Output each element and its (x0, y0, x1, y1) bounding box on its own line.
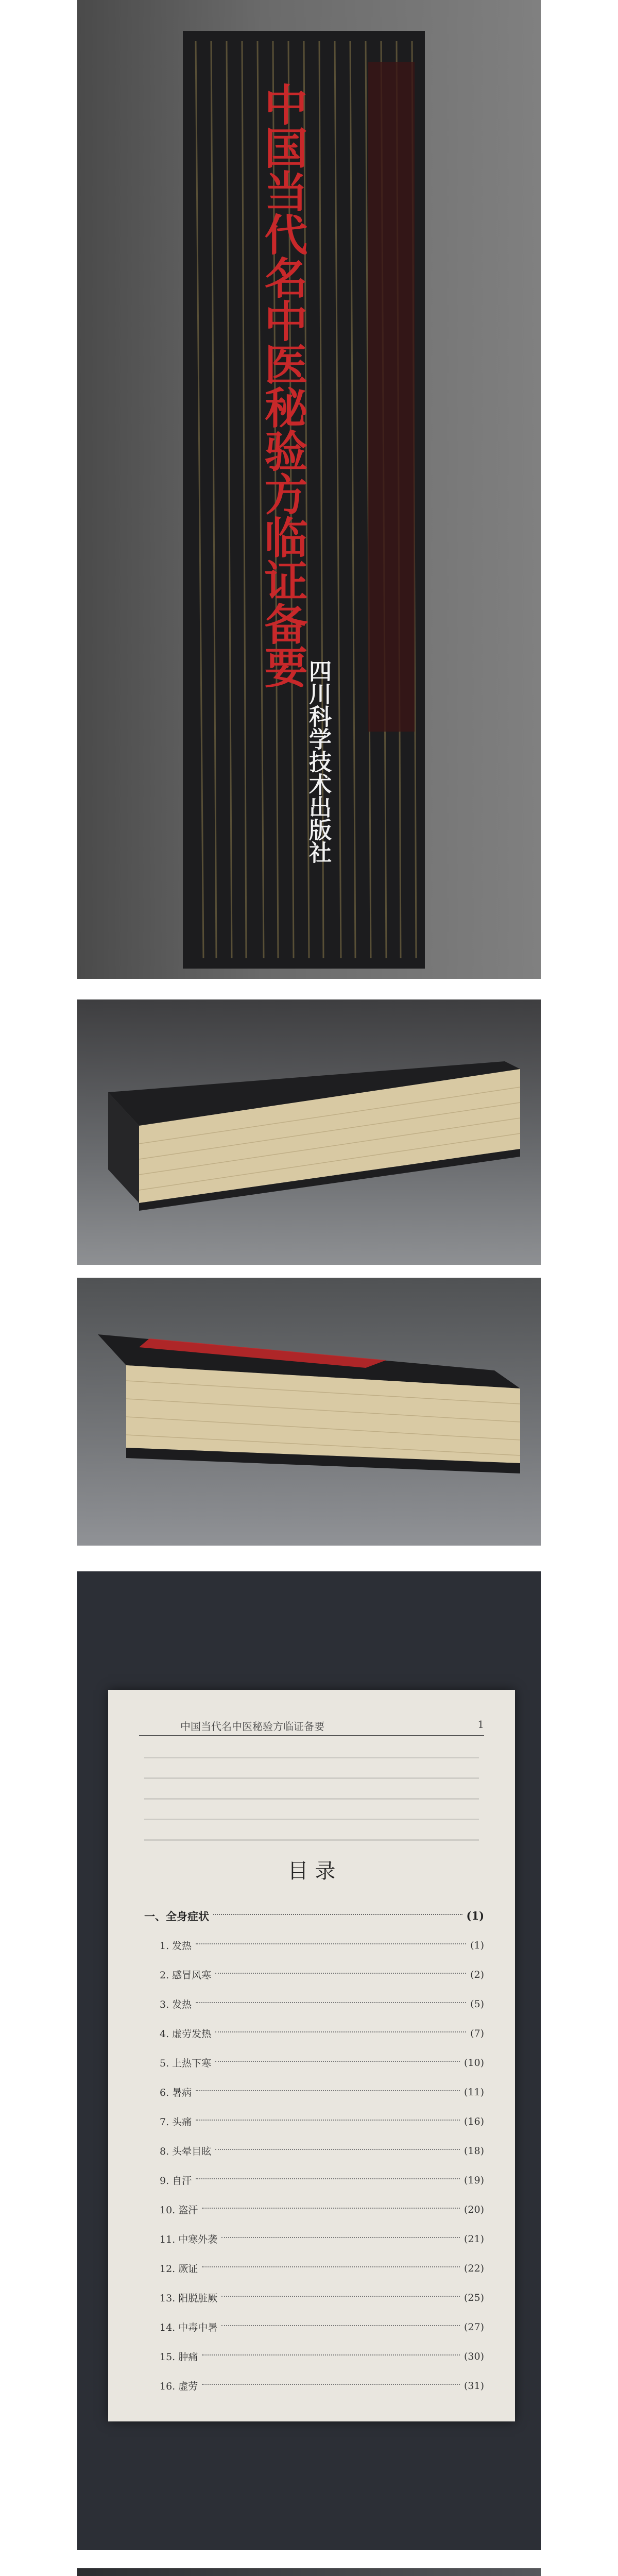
toc-entry (144, 2165, 484, 2195)
toc-entry-page: (21) (464, 2233, 484, 2245)
toc-entry-page: (5) (470, 1998, 484, 2010)
toc-entry-label: 9. 自汗 (160, 2175, 192, 2187)
toc-entry-page: (19) (464, 2174, 484, 2186)
toc-entry-label: 15. 肿痛 (160, 2351, 198, 2363)
toc-entry-label: 7. 头痛 (160, 2116, 192, 2128)
toc-entry (144, 1989, 484, 2019)
toc-entry-page: (2) (470, 1969, 484, 1980)
open-book-illustration-1 (77, 2568, 541, 2576)
toc-entry (144, 2195, 484, 2224)
toc-entry-page: (1) (470, 1939, 484, 1951)
toc-entry (144, 1901, 484, 1930)
toc-entry (144, 2107, 484, 2136)
toc-entry-label: 14. 中毒中暑 (160, 2322, 218, 2333)
toc-entry-page: (1) (466, 1909, 484, 1922)
bottom-edge-illustration (77, 1278, 541, 1546)
photo-book-bottom-edge (77, 1278, 541, 1546)
toc-entry (144, 2224, 484, 2253)
toc-entry-page: (27) (464, 2321, 484, 2333)
toc-entry (144, 2371, 484, 2400)
toc-entry-label: 3. 发热 (160, 1999, 192, 2010)
toc-header-rule (139, 1735, 484, 1736)
toc-entry-list (144, 1901, 484, 2400)
toc-bleed-through (144, 1757, 479, 1850)
toc-entry (144, 2342, 484, 2371)
toc-entry-page: (20) (464, 2204, 484, 2215)
spine-title: 中国当代名中医秘验方临证备要 (258, 82, 308, 688)
spine-publisher: 四川科学技术出版社 (305, 659, 331, 863)
photo-table-of-contents (77, 1571, 541, 2550)
toc-entry-label: 1. 发热 (160, 1940, 192, 1952)
toc-entry-label: 4. 虚劳发热 (160, 2028, 212, 2040)
toc-entry-page: (22) (464, 2262, 484, 2274)
toc-entry-label: 一、全身症状 (144, 1909, 209, 1923)
photo-book-spine (77, 0, 541, 979)
photo-book-top-edge (77, 999, 541, 1265)
toc-entry-label: 2. 感冒风寒 (160, 1970, 212, 1981)
toc-entry (144, 2312, 484, 2342)
toc-entry (144, 2253, 484, 2283)
toc-entry-page: (25) (464, 2292, 484, 2303)
toc-entry-page: (11) (464, 2086, 484, 2098)
toc-entry (144, 2136, 484, 2165)
toc-entry-label: 10. 盗汗 (160, 2205, 198, 2216)
photo-open-book-1 (77, 2568, 541, 2576)
toc-entry-page: (18) (464, 2145, 484, 2157)
toc-entry (144, 2019, 484, 2048)
toc-entry-label: 11. 中寒外袭 (160, 2234, 218, 2245)
toc-entry-page: (16) (464, 2115, 484, 2127)
toc-entry (144, 1930, 484, 1960)
toc-entry-page: (10) (464, 2057, 484, 2069)
toc-entry-label: 5. 上热下寒 (160, 2058, 212, 2069)
toc-entry (144, 2283, 484, 2312)
toc-entry-page: (7) (470, 2027, 484, 2039)
toc-entry-page: (31) (464, 2380, 484, 2392)
top-edge-illustration (77, 999, 541, 1265)
toc-entry (144, 2077, 484, 2107)
toc-entry-label: 13. 阳脱脏厥 (160, 2293, 218, 2304)
toc-running-header: 中国当代名中医秘验方临证备要 (180, 1720, 324, 1733)
toc-entry-label: 16. 虚劳 (160, 2381, 198, 2392)
toc-page (108, 1690, 515, 2421)
toc-page-number: 1 (477, 1718, 484, 1731)
toc-heading: 目 录 (287, 1859, 336, 1883)
toc-entry-label: 6. 暑病 (160, 2087, 192, 2098)
toc-entry (144, 2048, 484, 2077)
toc-entry-label: 8. 头晕目眩 (160, 2146, 212, 2157)
toc-entry-label: 12. 厥证 (160, 2263, 198, 2275)
toc-entry (144, 1960, 484, 1989)
toc-entry-page: (30) (464, 2350, 484, 2362)
